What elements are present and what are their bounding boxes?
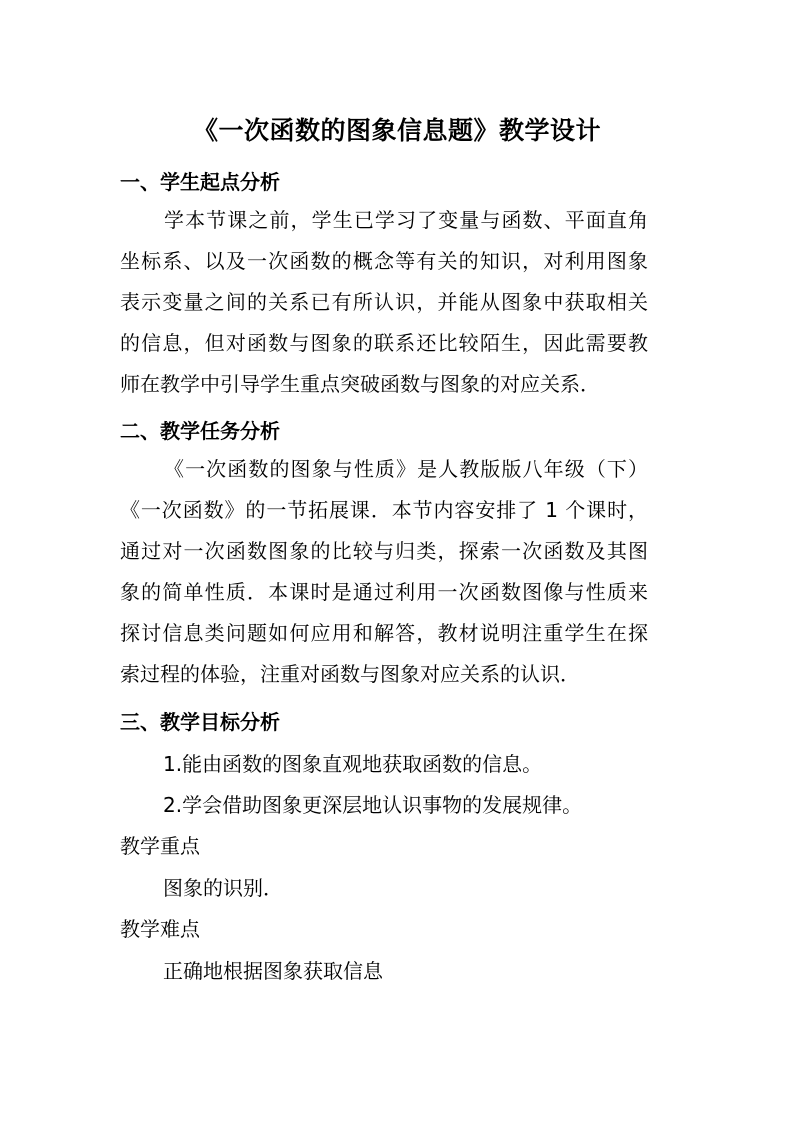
goal-item-2: 2.学会借助图象更深层地认识事物的发展规律。: [163, 793, 583, 817]
paragraph-line: 《一次函数的图象与性质》是人教版版八年级（下）: [164, 457, 648, 481]
paragraph-line: 探讨信息类问题如何应用和解答，教材说明注重学生在探: [120, 621, 648, 645]
paragraph-line: 的信息，但对函数与图象的联系还比较陌生，因此需要教: [120, 331, 648, 355]
section-heading-student-analysis: 一、学生起点分析: [120, 170, 280, 194]
difficulty-label: 教学难点: [120, 917, 200, 941]
paragraph-line: 坐标系、以及一次函数的概念等有关的知识，对利用图象: [120, 249, 648, 273]
paragraph-line: 通过对一次函数图象的比较与归类，探索一次函数及其图: [120, 539, 648, 563]
paragraph-line: 象的简单性质．本课时是通过利用一次函数图像与性质来: [120, 580, 648, 604]
paragraph-line: 学本节课之前，学生已学习了变量与函数、平面直角: [164, 208, 648, 232]
paragraph-line: 师在教学中引导学生重点突破函数与图象的对应关系．: [120, 372, 600, 396]
paragraph-line: 表示变量之间的关系已有所认识，并能从图象中获取相关: [120, 290, 648, 314]
section-heading-goal-analysis: 三、教学目标分析: [120, 710, 280, 734]
paragraph-line: 索过程的体验，注重对函数与图象对应关系的认识．: [120, 662, 580, 686]
document-title: 《一次函数的图象信息题》教学设计: [192, 116, 601, 145]
paragraph-task-analysis: [120, 449, 648, 695]
difficulty-text: 正确地根据图象获取信息: [163, 959, 383, 983]
goal-item-1: 1.能由函数的图象直观地获取函数的信息。: [163, 752, 543, 776]
paragraph-student-analysis: [120, 200, 648, 405]
section-heading-task-analysis: 二、教学任务分析: [120, 419, 280, 443]
paragraph-line: 《一次函数》的一节拓展课．本节内容安排了 1 个课时，: [120, 498, 648, 522]
key-point-label: 教学重点: [120, 834, 200, 858]
key-point-text: 图象的识别．: [163, 876, 283, 900]
